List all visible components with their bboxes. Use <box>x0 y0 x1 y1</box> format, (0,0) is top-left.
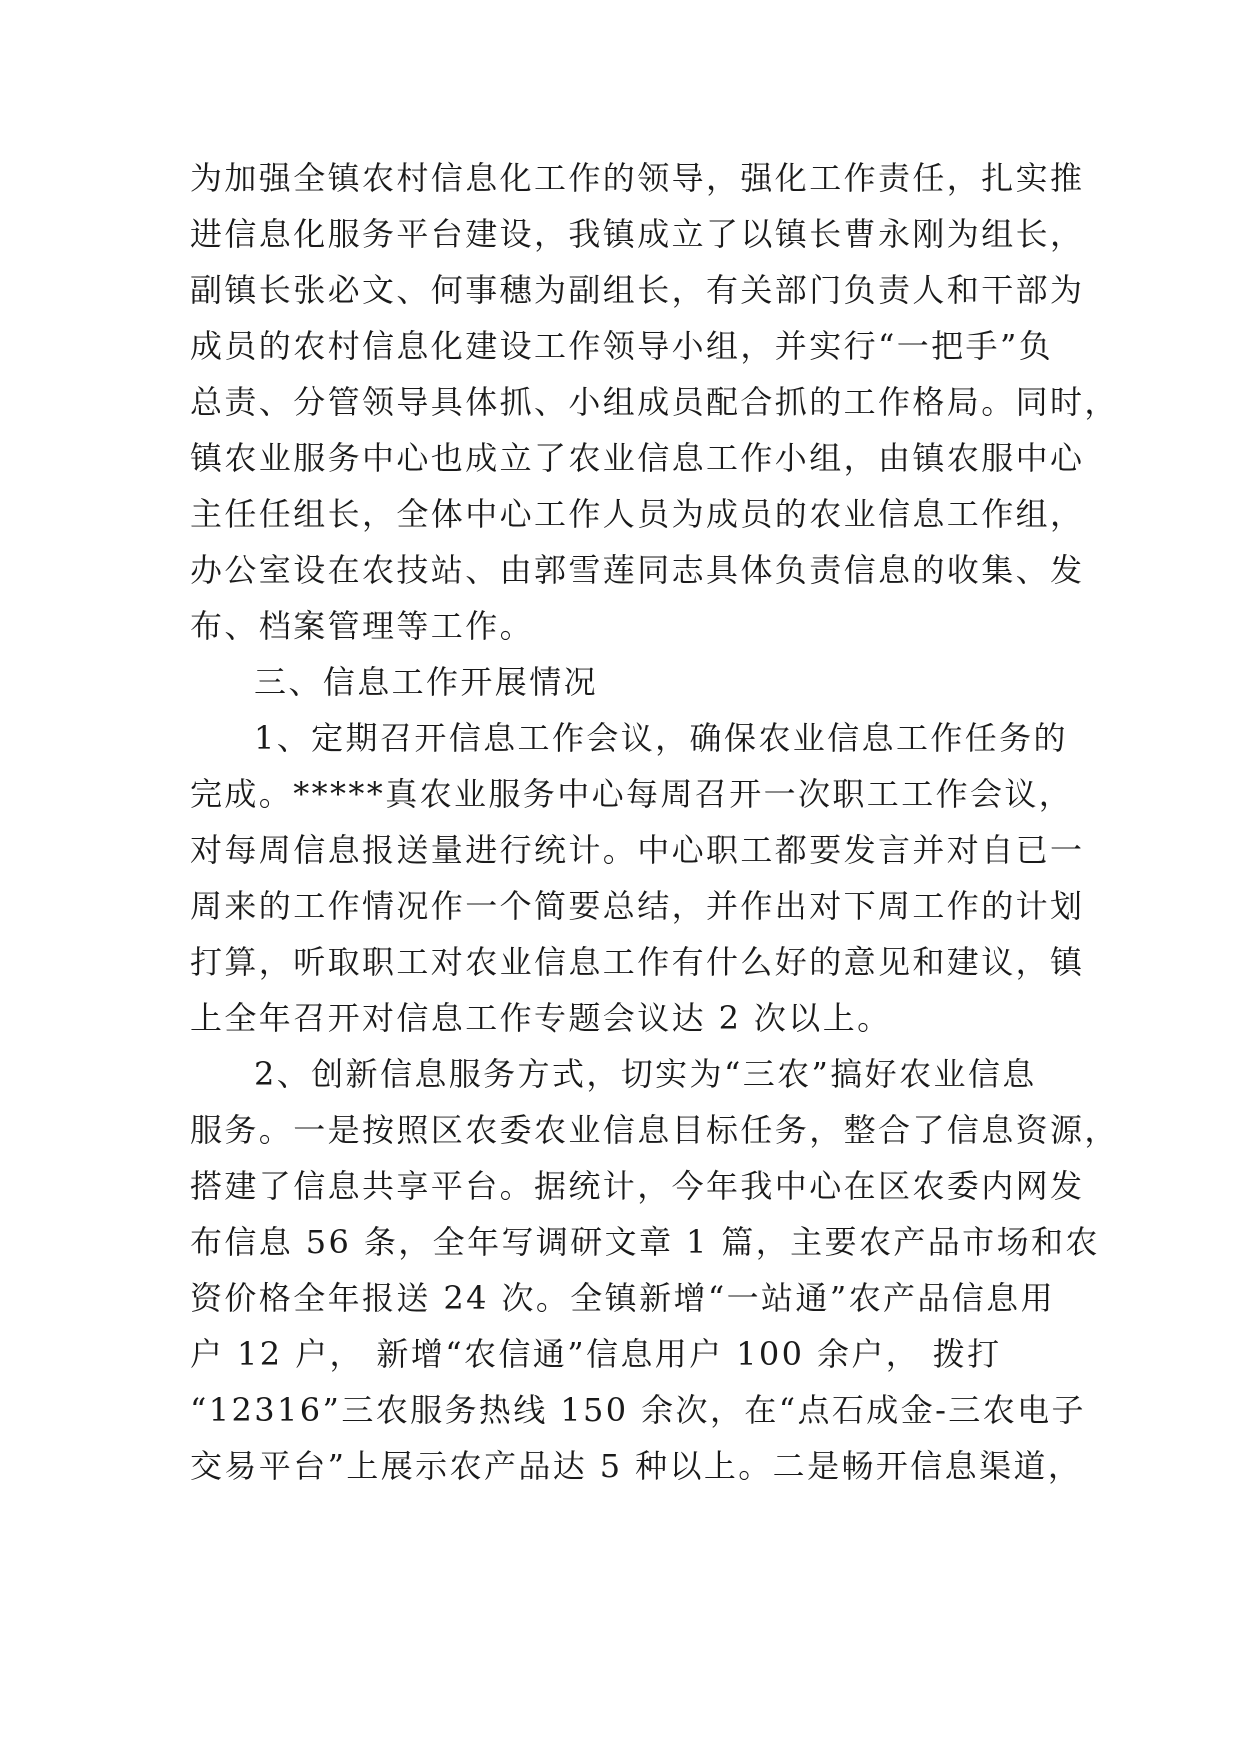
text-line: 服务。一是按照区农委农业信息目标任务，整合了信息资源， <box>190 1111 1119 1149</box>
text-line: 对每周信息报送量进行统计。中心职工都要发言并对自已一 <box>190 831 1085 869</box>
text-line: 镇农业服务中心也成立了农业信息工作小组，由镇农服中心 <box>190 439 1085 477</box>
text-line: 资价格全年报送 24 次。全镇新增“一站通”农产品信息用 <box>190 1279 1055 1317</box>
text-line: 完成。*****真农业服务中心每周召开一次职工工作会议， <box>190 775 1074 813</box>
text-line: 副镇长张必文、何事穗为副组长，有关部门负责人和干部为 <box>190 271 1085 309</box>
text-line: 周来的工作情况作一个简要总结，并作出对下周工作的计划 <box>190 887 1085 925</box>
text-line: 户 12 户， 新增“农信通”信息用户 100 余户， 拨打 <box>190 1335 1002 1373</box>
text-line: “12316”三农服务热线 150 余次，在“点石成金-三农电子 <box>190 1391 1086 1429</box>
text-line: 布信息 56 条，全年写调研文章 1 篇，主要农产品市场和农 <box>190 1223 1100 1261</box>
text-line: 上全年召开对信息工作专题会议达 2 次以上。 <box>190 999 892 1037</box>
text-line: 办公室设在农技站、由郭雪莲同志具体负责信息的收集、发 <box>190 551 1085 589</box>
text-line: 1、定期召开信息工作会议，确保农业信息工作任务的 <box>254 719 1068 757</box>
text-line: 为加强全镇农村信息化工作的领导，强化工作责任，扎实推 <box>190 159 1085 197</box>
text-line: 布、档案管理等工作。 <box>190 607 535 645</box>
text-line: 搭建了信息共享平台。据统计，今年我中心在区农委内网发 <box>190 1167 1085 1205</box>
text-line: 总责、分管领导具体抓、小组成员配合抓的工作格局。同时， <box>190 383 1119 421</box>
text-line: 打算，听取职工对农业信息工作有什么好的意见和建议，镇 <box>190 943 1085 981</box>
text-line: 主任任组长，全体中心工作人员为成员的农业信息工作组， <box>190 495 1085 533</box>
text-line: 2、创新信息服务方式，切实为“三农”搞好农业信息 <box>254 1055 1037 1093</box>
text-line: 交易平台”上展示农产品达 5 种以上。二是畅开信息渠道， <box>190 1447 1083 1485</box>
section-heading: 三、信息工作开展情况 <box>254 663 599 701</box>
text-line: 进信息化服务平台建设，我镇成立了以镇长曹永刚为组长， <box>190 215 1085 253</box>
text-line: 成员的农村信息化建设工作领导小组，并实行“一把手”负 <box>190 327 1054 365</box>
